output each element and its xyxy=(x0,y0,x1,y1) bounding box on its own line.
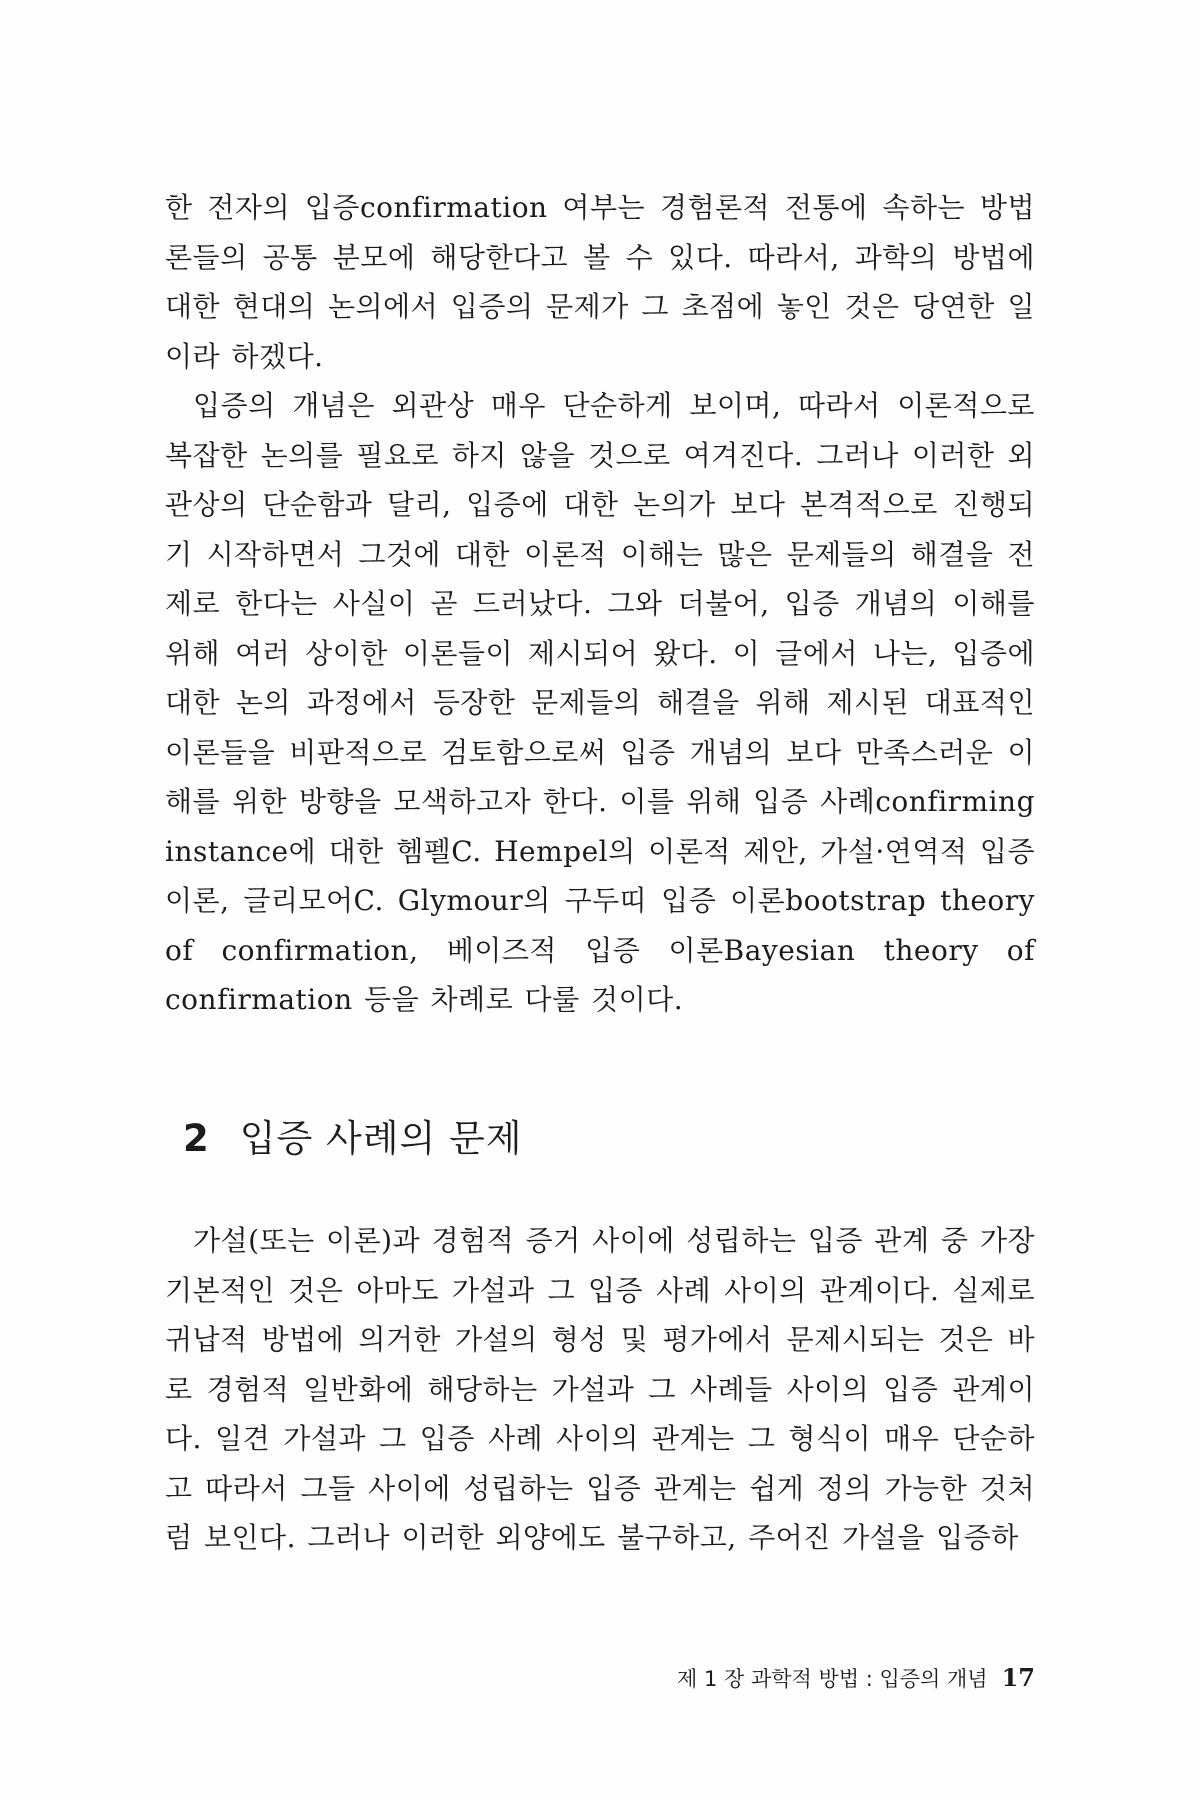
section-number: 2 xyxy=(183,1117,210,1160)
paragraph-confirmation-concept: 입증의 개념은 외관상 매우 단순하게 보이며, 따라서 이론적으로 복잡한 논의를 필요로 하지 않을 것으로 여겨진다. 그러나 이러한 외관상의 단순함과 달리, 입증에 대한 논의가 보다 본격적으로 진행되기 시작하면서 그것에 대한 이론적 이해는 많은 문제들의 해결을 전제로 한다는 사실이 곧 드러났다. 그와 더불어, 입증 개념의 이해를 위해 여러 상이한 이론들이 제시되어 왔다. 이 글에서 나는, 입증에 대한 논의 과정에서 등장한 문제들의 해결을 위해 제시된 대표적인 이론들을 비판적으로 검토함으로써 입증 개념의 보다 만족스러운 이해를 위한 방향을 모색하고자 한다. 이를 위해 입증 사례confirming instance에 대한 헴펠C. Hempel의 이론적 제안, 가설·연역적 입증 이론, 글리모어C. Glymour의 구두띠 입증 이론bootstrap theory of confirmation, 베이즈적 입증 이론Bayesian theory of confirmation 등을 차례로 다룰 것이다. xyxy=(165,389,1035,1016)
running-title: 제 1 장 과학적 방법 : 입증의 개념 xyxy=(676,1667,988,1691)
section-one-body xyxy=(165,183,1035,1025)
paragraph-continued: 한 전자의 입증confirmation 여부는 경험론적 전통에 속하는 방법론들의 공통 분모에 해당한다고 볼 수 있다. 따라서, 과학의 방법에 대한 현대의 논의에서 입증의 문제가 그 초점에 놓인 것은 당연한 일이라 하겠다. xyxy=(165,191,1035,373)
section-two-body xyxy=(165,1216,1035,1563)
paragraph-instance-problem: 가설(또는 이론)과 경험적 증거 사이에 성립하는 입증 관계 중 가장 기본적인 것은 아마도 가설과 그 입증 사례 사이의 관계이다. 실제로 귀납적 방법에 의거한 가설의 형성 및 평가에서 문제시되는 것은 바로 경험적 일반화에 해당하는 가설과 그 사례들 사이의 입증 관계이다. 일견 가설과 그 입증 사례 사이의 관계는 그 형식이 매우 단순하고 따라서 그들 사이에 성립하는 입증 관계는 쉽게 정의 가능한 것처럼 보인다. 그러나 이러한 외양에도 불구하고, 주어진 가설을 입증하 xyxy=(165,1224,1035,1554)
section-title: 입증 사례의 문제 xyxy=(239,1117,523,1160)
page-number: 17 xyxy=(1001,1663,1035,1692)
section-heading xyxy=(183,1108,522,1162)
page-footer xyxy=(677,1663,1035,1693)
